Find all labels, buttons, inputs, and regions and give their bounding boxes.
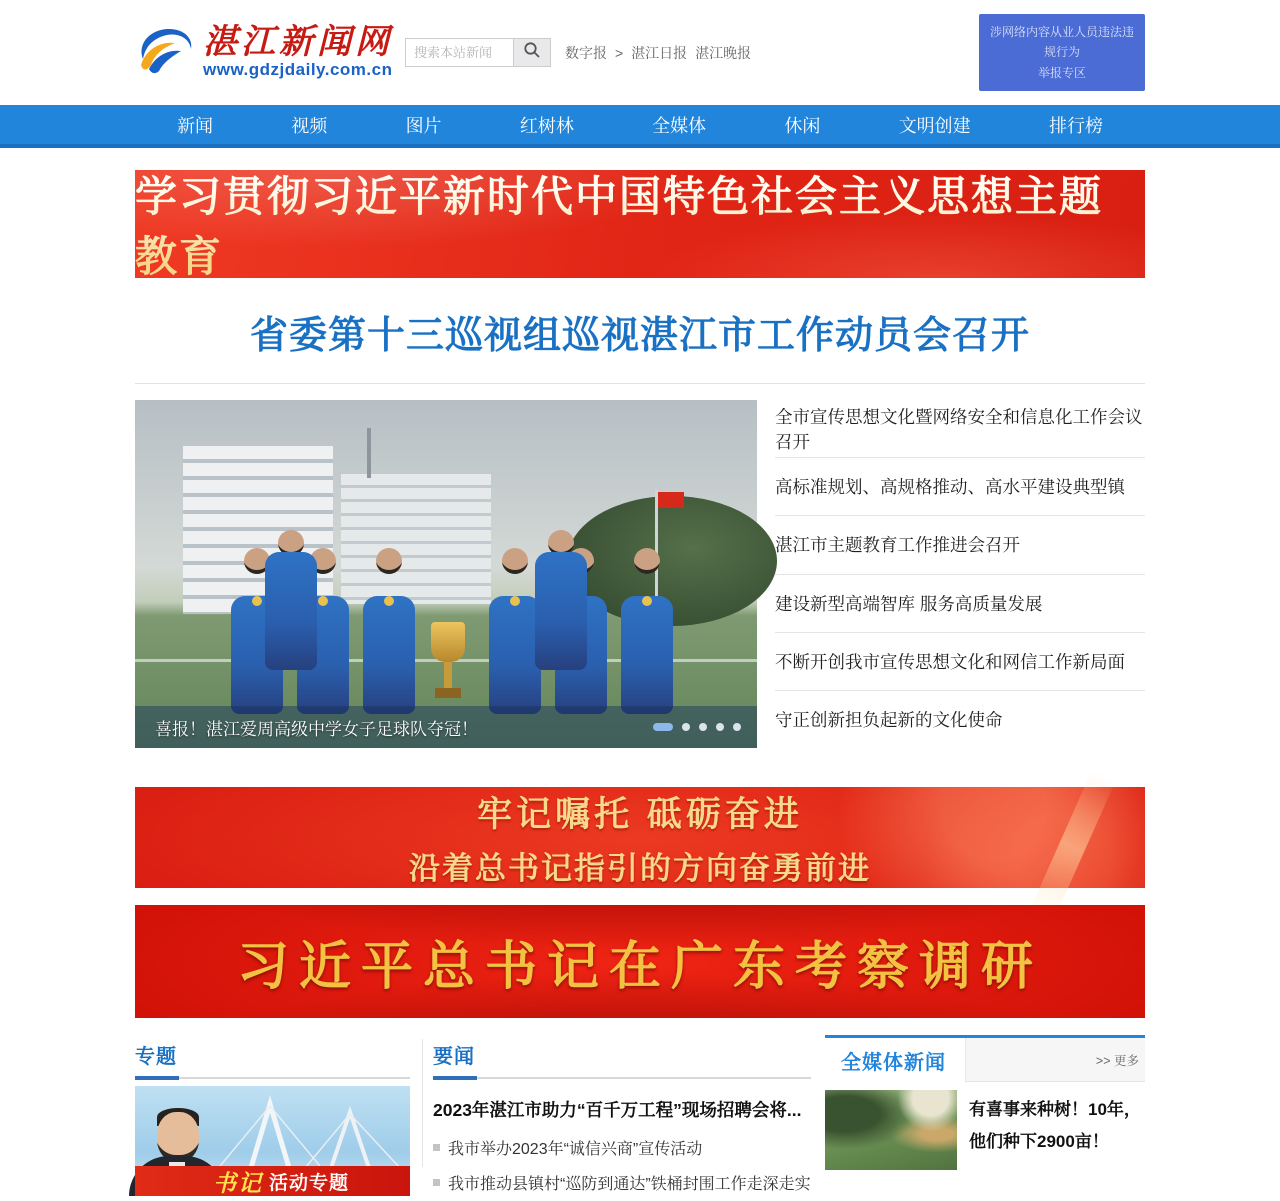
topic-banner-strip xyxy=(135,1166,410,1196)
key-news-title: 要闻 xyxy=(433,1046,475,1068)
link-zhanjiang-daily[interactable]: 湛江日报 xyxy=(631,44,688,61)
nav-item-mangrove[interactable]: 红树林 xyxy=(519,115,574,136)
link-digital-paper[interactable]: 数字报 xyxy=(565,44,607,61)
all-media-news-section xyxy=(825,1035,1145,1167)
guangdong-inspection-banner[interactable] xyxy=(135,905,1145,1018)
key-news-item[interactable]: 我市举办2023年“诚信兴商”宣传活动 xyxy=(433,1136,811,1159)
trophy xyxy=(431,622,465,708)
topics-title: 专题 xyxy=(135,1046,177,1068)
key-news-section xyxy=(433,1035,825,1193)
photo-carousel[interactable] xyxy=(135,400,757,748)
theme-education-banner[interactable] xyxy=(135,170,1145,278)
all-media-news-tab[interactable]: 全媒体新闻 xyxy=(825,1038,965,1082)
headline-divider xyxy=(135,383,1145,384)
more-link[interactable]: >> 更多 xyxy=(1095,1053,1139,1068)
logo-title: 湛江新闻网 xyxy=(203,22,393,61)
news-list-item[interactable]: 守正创新担负起新的文化使命 xyxy=(775,709,1003,730)
key-news-headline[interactable]: 2023年湛江市助力“百千万工程”现场招聘会将... xyxy=(433,1100,802,1120)
nav-item-news[interactable]: 新闻 xyxy=(177,115,213,136)
forge-ahead-banner[interactable] xyxy=(135,787,1145,888)
link-zhanjiang-evening[interactable]: 湛江晚报 xyxy=(695,44,752,61)
nav-item-leisure[interactable]: 休闲 xyxy=(784,115,821,136)
carousel-dots xyxy=(653,723,741,731)
carousel-dot-3[interactable] xyxy=(699,723,707,731)
all-media-news-item-title: 有喜事来种树！10年，他们种下2900亩！ xyxy=(969,1100,1141,1152)
nav-item-all-media[interactable]: 全媒体 xyxy=(652,115,707,136)
square-bullet-icon xyxy=(433,1144,440,1151)
carousel-dot-2[interactable] xyxy=(682,723,690,731)
guangdong-inspection-banner-text: 习近平总书记在广东考察调研 xyxy=(236,939,1043,996)
report-violation-button[interactable]: 涉网络内容从业人员违法违规行为 举报专区 xyxy=(979,14,1145,91)
chevron-right-icon: > xyxy=(615,44,624,61)
carousel-dot-4[interactable] xyxy=(716,723,724,731)
key-news-item[interactable]: 我市推动县镇村“巡防到通达”铁桶封围工作走深走实 xyxy=(433,1171,811,1194)
carousel-dot-5[interactable] xyxy=(733,723,741,731)
main-nav xyxy=(0,105,1280,148)
search-input[interactable] xyxy=(405,38,513,67)
nav-item-ranking[interactable]: 排行榜 xyxy=(1048,115,1103,136)
news-list-item[interactable]: 不断开创我市宣传思想文化和网信工作新局面 xyxy=(775,633,1145,691)
news-list-item[interactable]: 高标准规划、高规格推动、高水平建设典型镇 xyxy=(775,458,1145,516)
logo-url: www.gdzjdaily.com.cn xyxy=(203,60,393,80)
nav-item-video[interactable]: 视频 xyxy=(291,115,328,136)
topic-banner-small-text: 活动专题 xyxy=(269,1172,350,1194)
site-header xyxy=(0,0,1280,105)
tree-planting-thumbnail xyxy=(825,1090,957,1170)
carousel-caption[interactable]: 喜报！湛江爱周高级中学女子足球队夺冠！ xyxy=(155,719,478,739)
forge-ahead-banner-line2: 沿着总书记指引的方向奋勇前进 xyxy=(409,851,871,886)
headline-news-list xyxy=(775,400,1145,748)
nav-item-civilization[interactable]: 文明创建 xyxy=(898,115,971,136)
forge-ahead-banner-line1: 牢记嘱托 砥砺奋进 xyxy=(477,795,803,834)
nav-item-pictures[interactable]: 图片 xyxy=(405,115,442,136)
square-bullet-icon xyxy=(433,1179,440,1186)
news-list-item[interactable]: 建设新型高端智库 服务高质量发展 xyxy=(775,575,1145,633)
topic-banner-big-text: 书记 xyxy=(213,1169,263,1196)
search-icon xyxy=(523,41,541,64)
topics-section xyxy=(135,1035,410,1196)
site-search xyxy=(405,38,551,67)
news-list-item[interactable]: 湛江市主题教育工作推进会召开 xyxy=(775,516,1145,574)
logo-swoosh-icon xyxy=(135,21,197,84)
search-button[interactable] xyxy=(513,38,551,67)
carousel-dot-1[interactable] xyxy=(653,723,673,731)
news-list-item[interactable]: 全市宣传思想文化暨网络安全和信息化工作会议召开 xyxy=(775,400,1145,458)
column-divider xyxy=(422,1039,423,1167)
site-logo[interactable] xyxy=(135,21,393,84)
secretary-topic-banner[interactable] xyxy=(135,1086,410,1196)
carousel-caption-bar xyxy=(135,706,757,748)
theme-education-banner-text: 学习贯彻习近平新时代中国特色社会主义思想主题教育 xyxy=(135,164,1145,284)
paper-links xyxy=(565,43,751,63)
top-headline xyxy=(135,304,1145,359)
top-headline-link[interactable]: 省委第十三巡视组巡视湛江市工作动员会召开 xyxy=(249,315,1030,357)
all-media-news-item[interactable] xyxy=(825,1090,1145,1170)
